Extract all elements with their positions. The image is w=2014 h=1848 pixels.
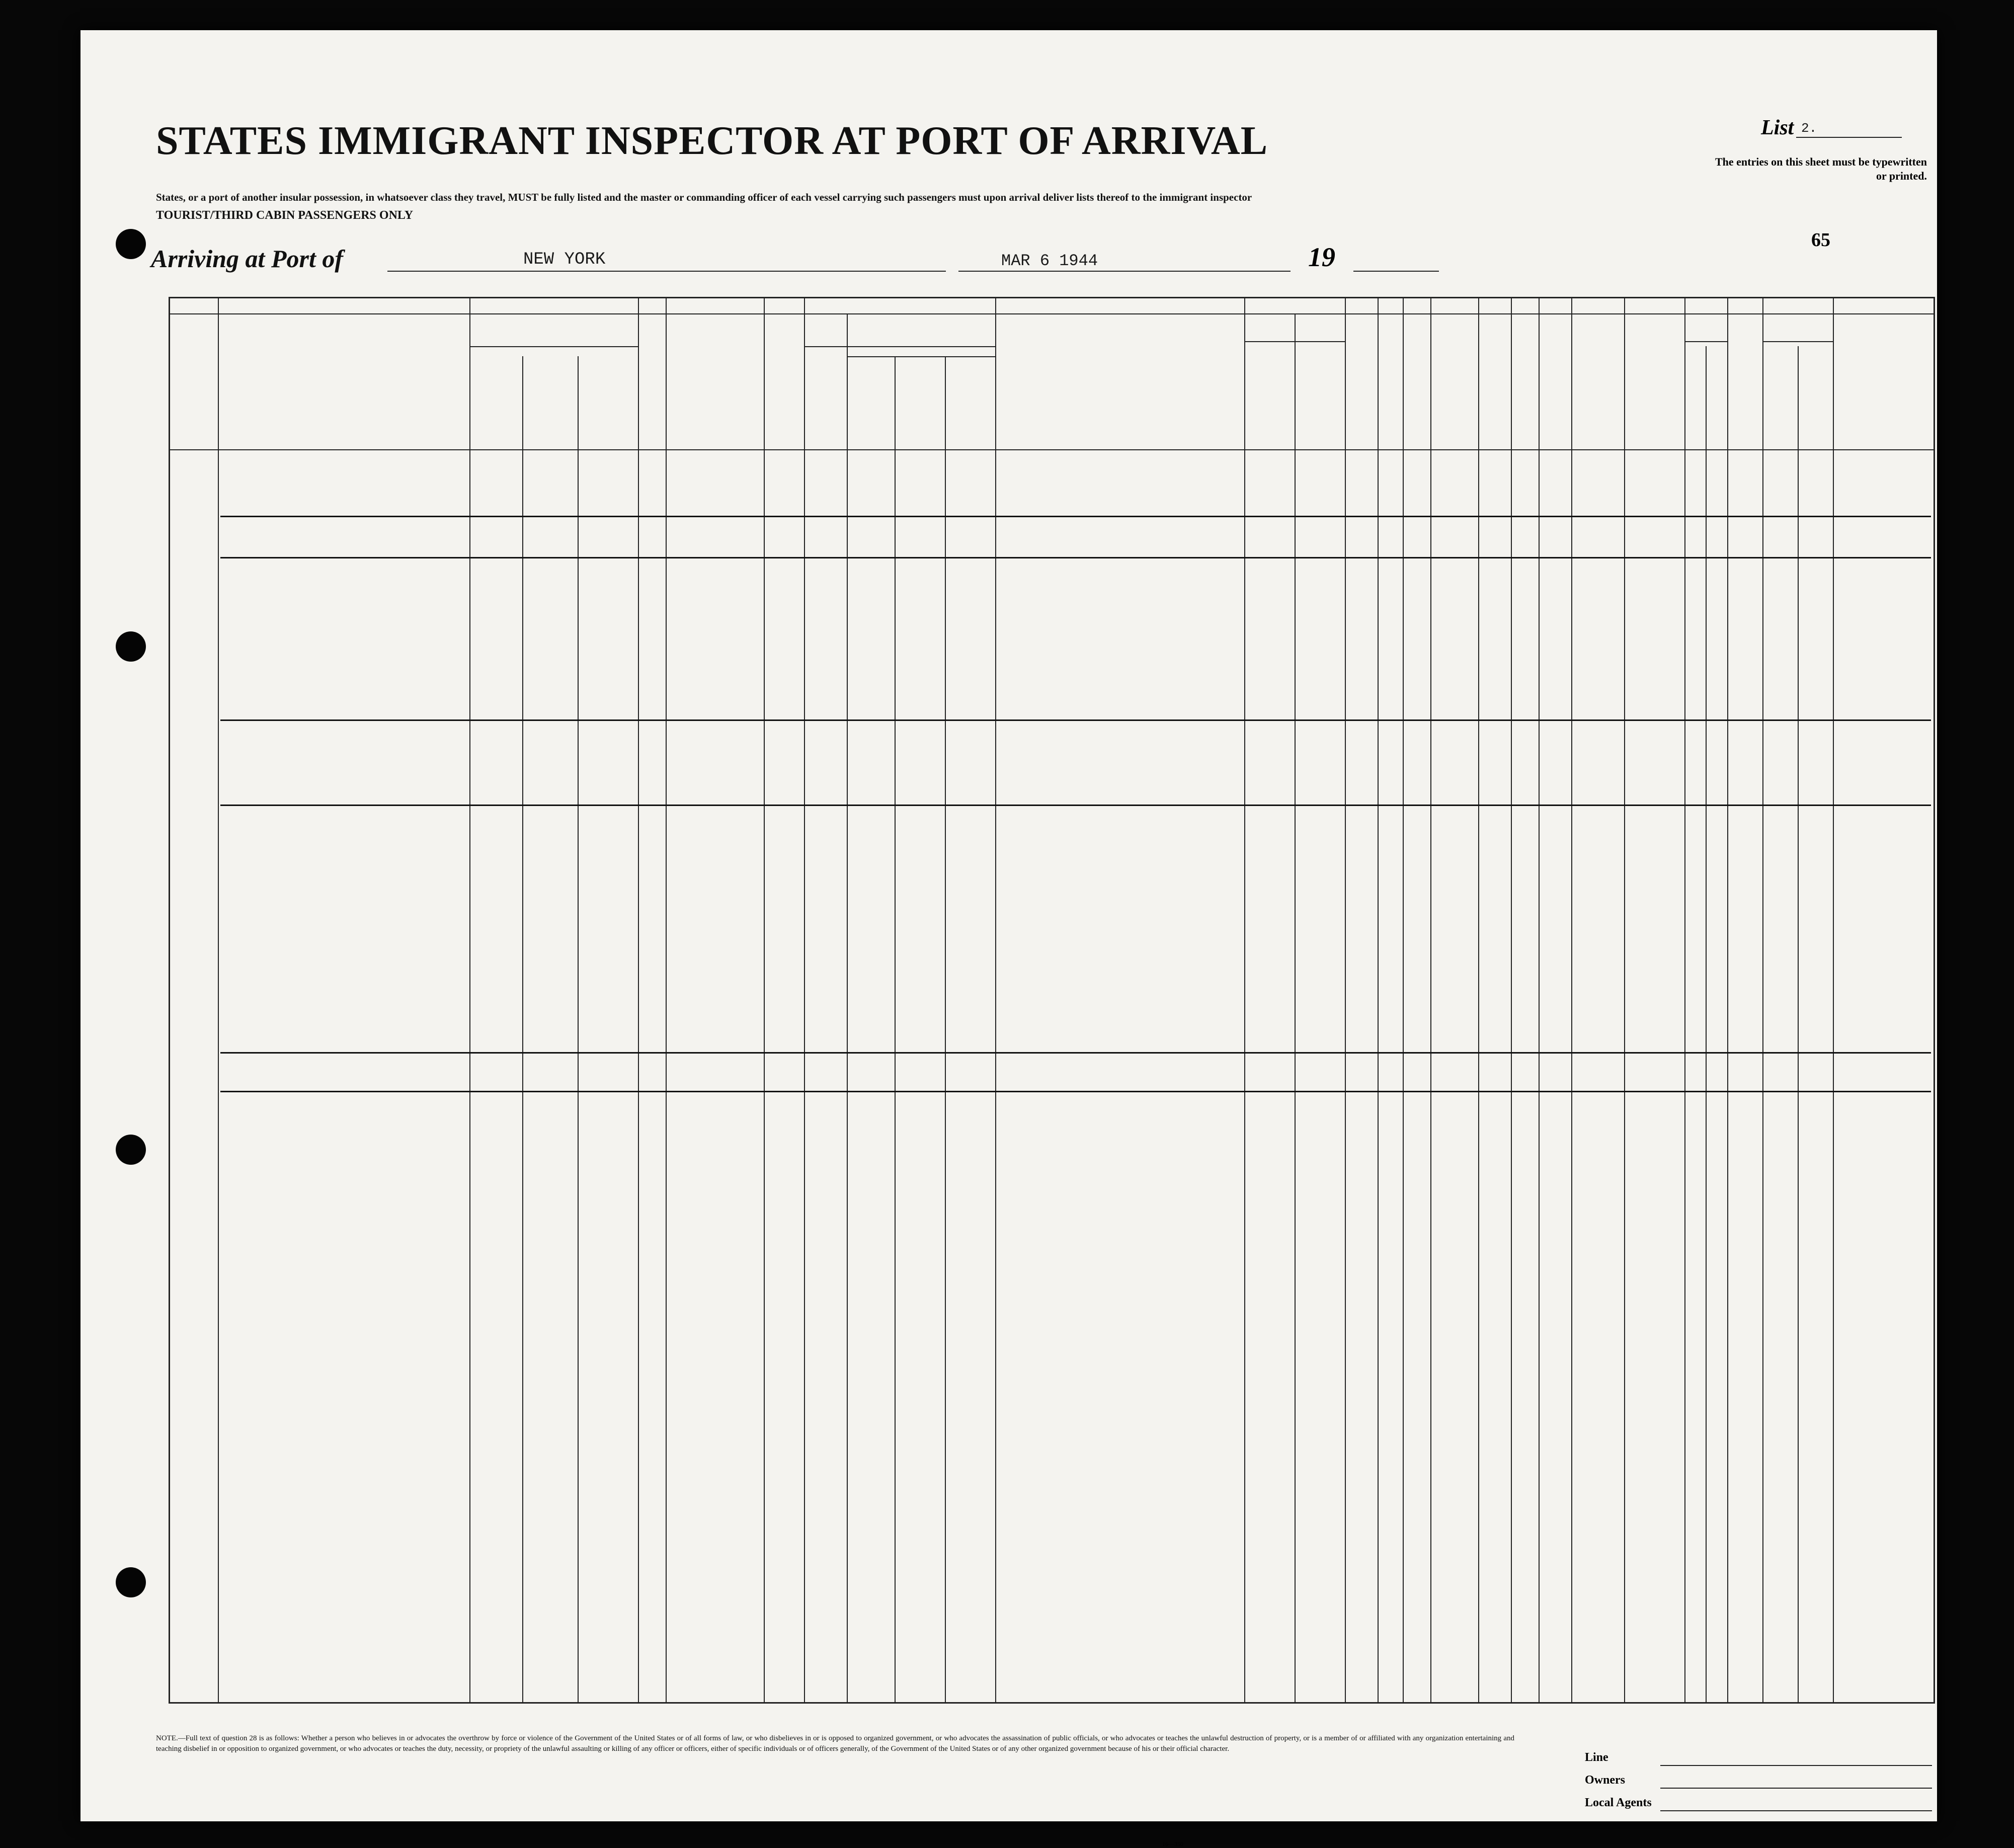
column-number — [469, 298, 638, 314]
column-header — [805, 374, 846, 404]
column-number — [170, 298, 218, 314]
strike-line — [220, 557, 1931, 558]
column-divider — [1378, 298, 1379, 1702]
column-header — [1541, 324, 1569, 447]
header-divider — [1762, 341, 1833, 342]
column-number — [764, 298, 804, 314]
column-header — [807, 337, 993, 347]
column-header — [668, 346, 761, 386]
column-header — [668, 391, 761, 447]
punch-hole — [116, 631, 146, 662]
column-header — [220, 364, 467, 444]
column-divider — [1684, 298, 1685, 1702]
year-line — [1353, 271, 1439, 272]
column-divider — [1624, 298, 1625, 1702]
cancel-line — [220, 719, 1931, 721]
column-divider — [1571, 298, 1572, 1702]
column-divider — [1833, 298, 1834, 1702]
column-number — [1403, 298, 1430, 314]
column-header — [848, 374, 894, 414]
column-header — [469, 332, 638, 346]
owners-label: Owners — [1585, 1774, 1625, 1787]
column-header — [1708, 324, 1726, 447]
column-number — [1478, 298, 1511, 314]
column-header — [1735, 324, 1757, 447]
column-header — [640, 324, 665, 447]
column-number — [995, 298, 1244, 314]
column-divider — [1539, 298, 1540, 1702]
column-header — [471, 349, 521, 444]
date-line — [958, 271, 1291, 272]
column-header — [170, 364, 218, 404]
column-header — [1800, 414, 1830, 429]
column-number — [804, 298, 995, 314]
strike-line — [220, 805, 1931, 806]
punch-hole — [116, 1135, 146, 1165]
column-divider — [804, 298, 805, 1702]
column-number — [1378, 298, 1403, 314]
column-number — [1345, 298, 1378, 314]
year-prefix: 19 — [1308, 242, 1335, 272]
punch-hole — [116, 1567, 146, 1597]
typewritten-instruction: The entries on this sheet must be typewritten or printed. — [1715, 155, 1927, 182]
column-number — [1430, 298, 1478, 314]
column-divider — [666, 298, 667, 1702]
line-field — [1660, 1765, 1932, 1766]
column-header — [1574, 359, 1622, 409]
column-header — [1405, 324, 1428, 447]
column-header — [1626, 344, 1683, 414]
list-underline — [1796, 137, 1902, 138]
line-label: Line — [1585, 1751, 1608, 1764]
column-divider — [638, 298, 639, 1702]
column-divider — [1430, 298, 1431, 1702]
column-divider — [1478, 298, 1479, 1702]
column-divider — [764, 298, 765, 1702]
header-divider — [170, 449, 1934, 450]
column-header — [895, 389, 945, 404]
column-header — [1481, 324, 1508, 447]
column-divider — [218, 298, 219, 1702]
column-number — [1571, 298, 1624, 314]
strike-line — [220, 1052, 1931, 1054]
column-divider — [1762, 298, 1763, 1702]
header-divider — [469, 346, 638, 347]
owners-field — [1660, 1788, 1932, 1789]
column-header — [578, 417, 638, 432]
punch-hole — [116, 229, 146, 259]
port-line — [387, 271, 946, 272]
arrival-date: MAR 6 1944 — [1001, 252, 1098, 270]
column-header — [1433, 324, 1476, 447]
column-number — [1511, 298, 1539, 314]
form-title: STATES IMMIGRANT INSPECTOR AT PORT OF ARRIVAL — [156, 119, 1268, 163]
sub-column-divider — [1295, 313, 1296, 1702]
column-header — [1247, 324, 1292, 447]
sub-column-divider — [847, 313, 848, 1702]
agents-label: Local Agents — [1585, 1796, 1652, 1809]
manifest-sheet — [80, 30, 1937, 1847]
column-divider — [1345, 298, 1346, 1702]
passenger-class: TOURIST/THIRD CABIN PASSENGERS ONLY — [156, 209, 414, 222]
column-header — [1347, 324, 1375, 447]
column-number — [666, 298, 764, 314]
column-divider — [1403, 298, 1404, 1702]
column-divider — [469, 298, 470, 1702]
manifest-table — [169, 297, 1935, 1704]
column-number — [1684, 298, 1727, 314]
column-number — [1762, 298, 1833, 314]
column-header — [946, 374, 994, 414]
column-header — [522, 349, 638, 379]
column-header — [1765, 414, 1795, 429]
column-divider — [1511, 298, 1512, 1702]
list-label: List — [1761, 116, 1794, 139]
column-number — [218, 298, 469, 314]
column-header — [847, 348, 995, 358]
form-number: 16—350 — [1162, 1840, 1183, 1847]
port-of-arrival: NEW YORK — [523, 250, 606, 269]
column-number — [1833, 298, 1934, 314]
column-header — [998, 359, 1242, 424]
column-divider — [1244, 298, 1245, 1702]
column-header — [1762, 318, 1833, 339]
list-number: 2. — [1801, 121, 1817, 136]
column-number — [1727, 298, 1762, 314]
column-header — [767, 324, 802, 447]
column-number — [1244, 298, 1345, 314]
sub-column-divider — [1706, 346, 1707, 1702]
cancel-line — [220, 1091, 1931, 1092]
column-number — [638, 298, 666, 314]
column-header — [1513, 324, 1536, 447]
strike-line — [220, 516, 1931, 517]
column-number — [1624, 298, 1684, 314]
agents-field — [1660, 1810, 1932, 1811]
arriving-label: Arriving at Port of — [151, 245, 343, 273]
column-header — [1835, 359, 1931, 379]
column-header — [1687, 324, 1705, 447]
form-subtitle: States, or a port of another insular possession, in whatsoever class they travel, MUST be fully listed and the master or commanding officer of each vessel carrying such passengers must upon arrival deliver lists thereof to the immigrant inspector — [156, 191, 1252, 203]
column-header — [522, 417, 578, 432]
question-28-note: NOTE.—Full text of question 28 is as follows: Whether a person who believes in or advocates the overthrow by force or violence of the Government of the United States or of all forms of law, or who disbelieves in or is opposed to organized government, or who advocates the assassination of public officials, or who advocates or teaches the unlawful destruction of property, or is a member of or affiliated with any organization entertaining and teaching disbelief in or opposition to organized government, or who advocates or teaches the duty, necessity, or propriety of the unlawful assaulting or killing of any officer or officers, either of specific individuals or of officers generally, of the Government of the United States or of any other organized government because of his or their official character. — [156, 1734, 1514, 1753]
sheet-number: 65 — [1811, 229, 1830, 251]
column-header — [1380, 324, 1400, 447]
sub-column-divider — [1798, 346, 1799, 1702]
column-header — [1297, 324, 1342, 447]
column-number — [1539, 298, 1571, 314]
column-divider — [1727, 298, 1728, 1702]
column-divider — [995, 298, 996, 1702]
